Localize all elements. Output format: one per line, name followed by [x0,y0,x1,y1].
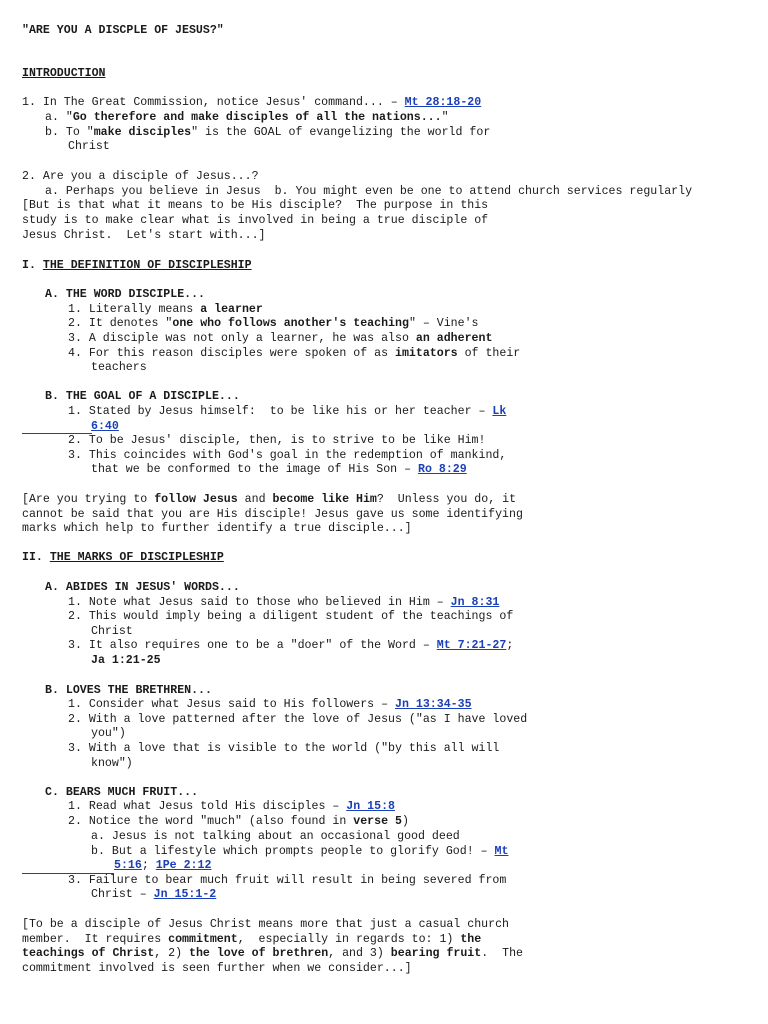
section-1-bracket-1e: ? Unless you do, it [376,493,517,506]
section-2-bracket-3e: bearing fruit [390,947,482,960]
intro-point-1-num: 1. [22,96,43,109]
intro-bracket-line-3: Jesus Christ. Let's start with...] [22,229,266,242]
section-2-num: II. [22,551,50,564]
section-2c-item-2 [68,815,409,830]
section-2-bracket-line-2 [22,933,481,948]
section-1a-item-2-post: " – Vine's [408,317,479,330]
intro-point-1b-bold: make disciples [93,126,192,139]
ref-ro-8-29[interactable]: Ro 8:29 [418,463,467,476]
section-2-heading [22,551,224,566]
section-1-bracket-1d: become like Him [272,493,377,506]
section-2c-item-2b [91,845,508,860]
section-2-title: THE MARKS OF DISCIPLESHIP [49,551,224,564]
section-2c-item-1 [68,800,395,815]
intro-point-2: 2. Are you a disciple of Jesus...? [22,170,259,183]
ref-jn-8-31[interactable]: Jn 8:31 [450,596,500,609]
intro-bracket-line-2: study is to make clear what is involved in being a true disciple of [22,214,489,227]
ref-1pe-2-12[interactable]: 1Pe 2:12 [155,859,212,872]
section-1a-item-4-pre: 4. For this reason disciples were spoken of as [68,347,395,360]
section-1a-item-4-post: of their [457,347,521,360]
section-2-bracket-3f: . The [481,947,523,960]
section-2c-item-2b-text: b. But a lifestyle which prompts people to glorify God! – [91,845,495,858]
section-1a-item-1-bold: a learner [200,303,263,316]
section-2b-label: B. LOVES THE BRETHREN... [45,684,212,697]
section-2b-item-3: 3. With a love that is visible to the world ("by this all will [68,742,500,755]
section-2-bracket-2a: member. It requires [22,933,169,946]
intro-point-1a-suffix: " [441,111,449,124]
section-2c-label: C. BEARS MUCH FRUIT... [45,786,199,799]
ref-jn-13-34-35[interactable]: Jn 13:34-35 [395,698,472,711]
section-1a-item-4-bold: imitators [395,347,458,360]
section-1-bracket-line-2: cannot be said that you are His disciple! Jesus gave us some identifying [22,508,523,521]
section-2a-item-3 [68,639,513,654]
intro-point-1a-bold: Go therefore and make disciples of all the nations... [72,111,442,124]
section-2b-item-1 [68,698,472,713]
introduction-heading: INTRODUCTION [22,67,106,80]
intro-point-1b [45,126,490,141]
section-1b-item-1-pre: 1. Stated by Jesus himself: to be like his or her teacher – [68,405,493,418]
section-2c-item-3-cont [91,888,216,903]
section-1a-item-2 [68,317,479,332]
section-2-bracket-2c: , especially in regards to: 1) [237,933,461,946]
intro-point-1b-cont: Christ [68,140,110,153]
section-1a-item-1-pre: 1. Literally means [68,303,201,316]
section-2-bracket-3d: , and 3) [328,947,391,960]
ref-mt-7-21-27[interactable]: Mt 7:21-27 [436,639,507,652]
section-1-bracket-1a: [Are you trying to [22,493,155,506]
intro-point-1-text: In The Great Commission, notice Jesus' command... – [42,96,405,109]
section-1-bracket-1b: follow Jesus [154,493,238,506]
section-1b-item-2: 2. To be Jesus' disciple, then, is to strive to be like Him! [68,434,486,447]
section-1a-item-4-cont: teachers [91,361,147,374]
section-2-bracket-3c: the love of brethren [189,947,329,960]
section-2-bracket-line-4: commitment involved is seen further when we consider...] [22,962,412,975]
ref-mt-28-18-20[interactable]: Mt 28:18-20 [404,96,482,109]
section-2-bracket-2b: commitment [168,933,238,946]
section-1-bracket-1c: and [237,493,273,506]
section-2c-item-3-cont-text: Christ – [91,888,154,901]
intro-point-1a [45,111,449,126]
section-2b-item-2-cont: you") [91,727,126,740]
ref-lk-6-40[interactable]: Lk [492,405,507,418]
section-1-bracket-line-1 [22,493,516,508]
section-2-bracket-3b: , 2) [154,947,189,960]
section-2a-item-1-text: 1. Note what Jesus said to those who believed in Him – [68,596,451,609]
section-2a-item-3-text: 3. It also requires one to be a "doer" of the Word – [68,639,437,652]
section-2-bracket-line-3 [22,947,523,962]
section-1a-label: A. THE WORD DISCIPLE... [45,288,206,301]
intro-point-2a: a. Perhaps you believe in Jesus b. You might even be one to attend church services regularly [45,185,693,198]
section-2b-item-3-cont: know") [91,757,133,770]
section-2b-item-1-text: 1. Consider what Jesus said to His followers – [68,698,395,711]
section-1-heading [22,259,252,274]
section-1b-item-3: 3. This coincides with God's goal in the redemption of mankind, [68,449,507,462]
section-1a-item-2-bold: one who follows another's teaching [172,317,409,330]
section-2a-item-1 [68,596,499,611]
section-2-bracket-line-1: [To be a disciple of Jesus Christ means more that just a casual church [22,918,510,931]
ref-jn-15-8[interactable]: Jn 15:8 [346,800,395,813]
section-2-bracket-2d: the [460,933,482,946]
section-2a-item-2: 2. This would imply being a diligent student of the teachings of [68,610,514,623]
section-2c-item-2-pre: 2. Notice the word "much" (also found in [68,815,354,828]
intro-point-1a-prefix: a. " [45,111,73,124]
section-2c-item-1-text: 1. Read what Jesus told His disciples – [68,800,347,813]
section-2c-item-2b-cont [114,859,211,874]
section-1b-item-3-cont-text: that we be conformed to the image of His Son – [91,463,418,476]
section-1a-item-3-bold: an adherent [415,332,493,345]
section-2a-item-3-cont: Ja 1:21-25 [91,654,161,667]
intro-point-1b-prefix: b. To " [45,126,94,139]
ref-jn-15-1-2[interactable]: Jn 15:1-2 [153,888,217,901]
section-1a-item-1 [68,303,263,318]
section-2c-item-2-bold: verse 5 [353,815,402,828]
section-1a-item-4 [68,347,520,362]
section-1a-item-3-pre: 3. A disciple was not only a learner, he was also [68,332,416,345]
section-1-title: THE DEFINITION OF DISCIPLESHIP [42,259,252,272]
section-2a-item-3-semi: ; [506,639,514,652]
ref-mt-5-16[interactable]: Mt [494,845,509,858]
section-2a-label: A. ABIDES IN JESUS' WORDS... [45,581,240,594]
page-title: "ARE YOU A DISCPLE OF JESUS?" [22,24,224,37]
ref-mt-5-16-cont[interactable]: 5:16 [114,859,142,872]
section-2c-item-3: 3. Failure to bear much fruit will result in being severed from [68,874,507,887]
section-2c-item-2a: a. Jesus is not talking about an occasional good deed [91,830,460,843]
ref-lk-6-40-cont[interactable]: 6:40 [91,420,119,433]
section-1-num: I. [22,259,43,272]
section-2c-item-2-post: ) [401,815,409,828]
intro-point-1b-text: " is the GOAL of evangelizing the world for [191,126,491,139]
intro-point-1 [22,96,481,111]
section-2b-item-2: 2. With a love patterned after the love of Jesus ("as I have loved [68,713,528,726]
section-2a-item-2-cont: Christ [91,625,133,638]
section-1b-item-3-cont [91,463,467,478]
section-1a-item-3 [68,332,492,347]
section-1a-item-2-pre: 2. It denotes " [68,317,173,330]
section-1-bracket-line-3: marks which help to further identify a true disciple...] [22,522,412,535]
intro-bracket-line-1: [But is that what it means to be His disciple? The purpose in this [22,199,489,212]
section-1b-item-1-ref-cont [91,420,119,435]
section-1b-item-1 [68,405,506,420]
section-2c-item-2b-sep: ; [141,859,156,872]
section-1b-label: B. THE GOAL OF A DISCIPLE... [45,390,240,403]
section-2-bracket-3a: teachings of Christ [22,947,155,960]
